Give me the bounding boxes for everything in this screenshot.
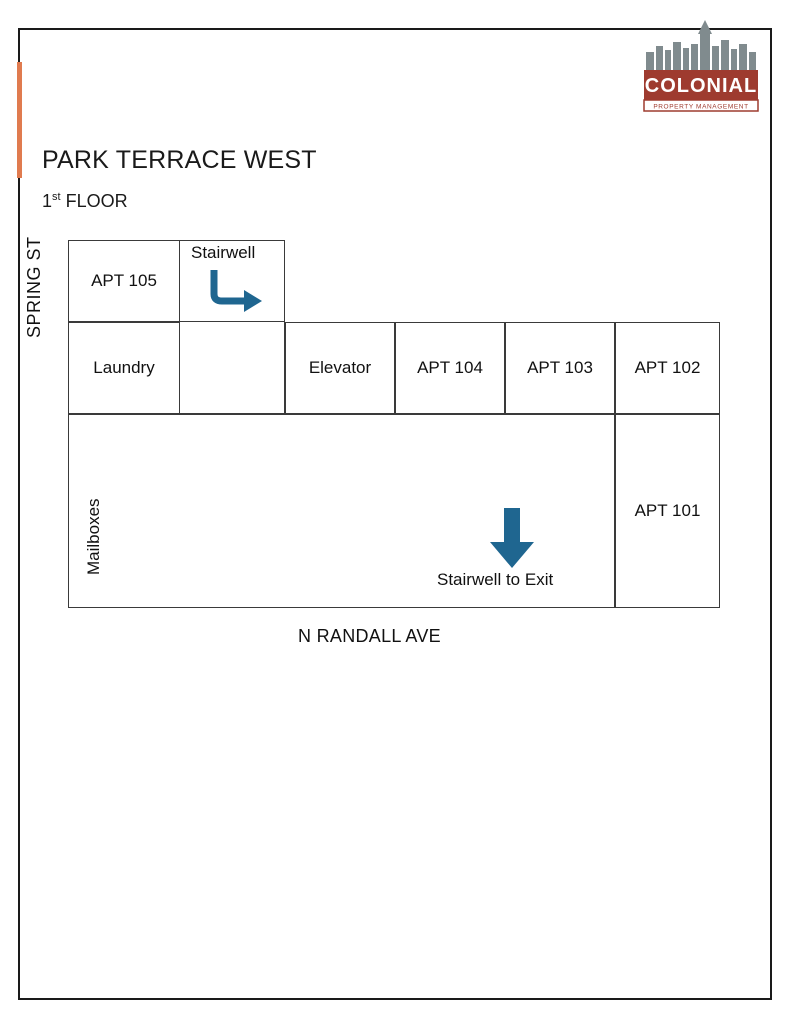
room-apt-105: [68, 240, 180, 322]
room-label: APT 102: [634, 358, 701, 377]
room-elevator: [285, 322, 395, 414]
room-label: APT 103: [527, 358, 593, 377]
street-label-n-randall-ave: N RANDALL AVE: [298, 626, 441, 646]
room-label: APT 104: [417, 358, 483, 377]
room-laundry: [68, 322, 180, 414]
stairwell-label: Stairwell: [191, 243, 256, 262]
floor-number: 1: [42, 191, 53, 211]
page-title: PARK TERRACE WEST: [42, 146, 317, 174]
accent-bar: [17, 62, 22, 178]
room-label: Laundry: [93, 358, 155, 377]
exit-down-arrow-icon: [488, 508, 536, 570]
stairwell-curved-arrow-icon: [206, 268, 268, 316]
room-corridor: [180, 322, 285, 414]
stairwell-to-exit-label: Stairwell to Exit: [437, 570, 554, 589]
room-label: APT 101: [634, 501, 701, 520]
floor-label: [42, 191, 128, 212]
colonial-logo: [640, 16, 762, 114]
room-apt-104: [395, 322, 505, 414]
svg-text:COLONIAL: COLONIAL: [644, 75, 758, 97]
street-label-spring-st: SPRING ST: [24, 236, 44, 338]
room-apt-103: [505, 322, 615, 414]
room-apt-102: [615, 322, 720, 414]
room-apt-101: [615, 414, 720, 608]
room-label: APT 105: [91, 271, 157, 290]
room-label: Elevator: [308, 358, 372, 377]
mailboxes-label: Mailboxes: [84, 498, 103, 575]
svg-text:PROPERTY MANAGEMENT: PROPERTY MANAGEMENT: [653, 103, 749, 111]
floor-ordinal: st: [52, 191, 61, 203]
floor-word: FLOOR: [60, 191, 128, 211]
